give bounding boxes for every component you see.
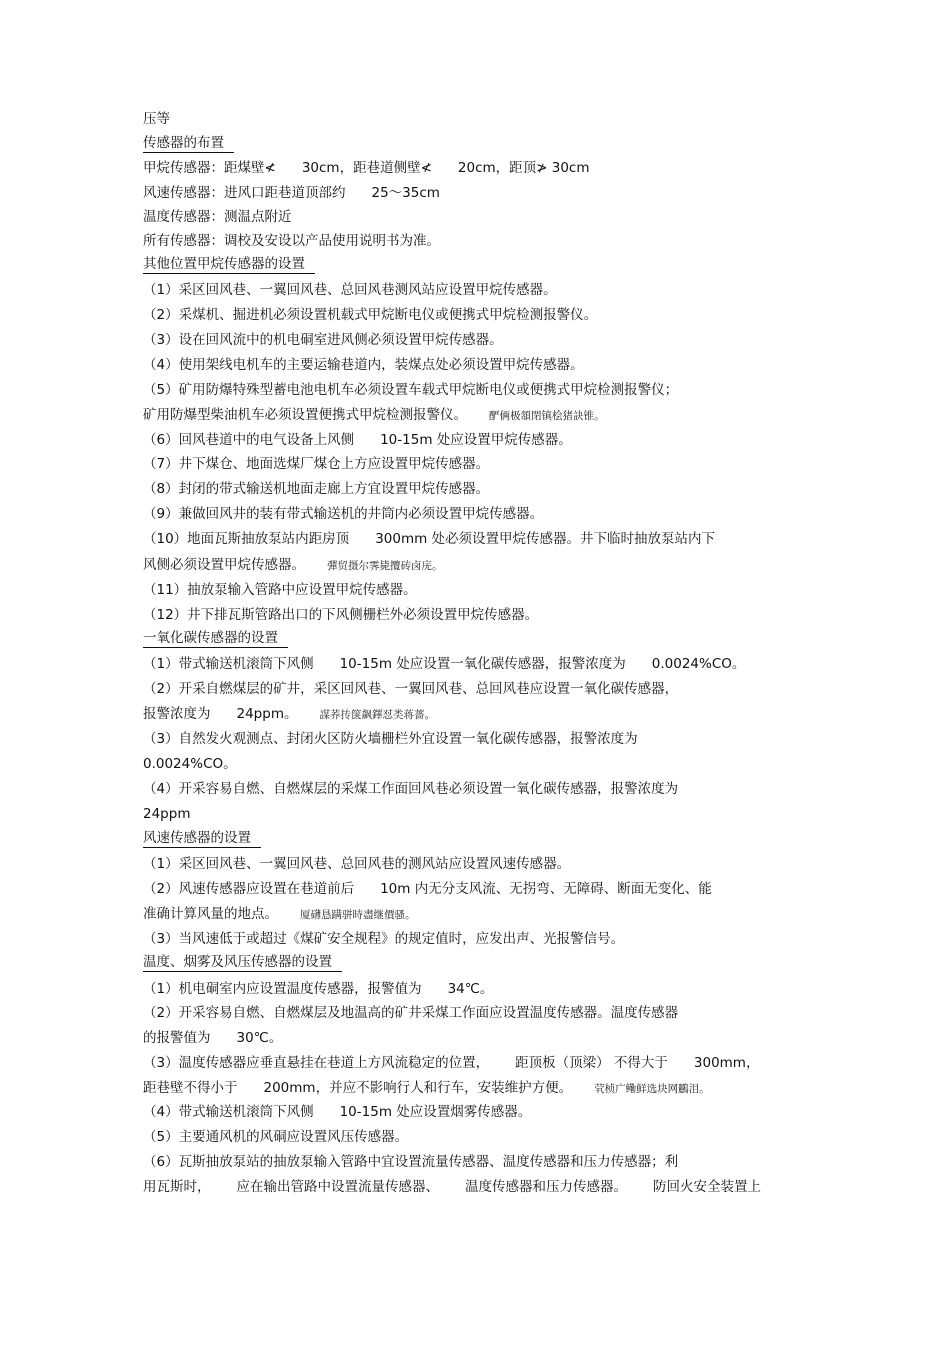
text-segment: （7）井下煤仓、地面选煤厂煤仓上方应设置甲烷传感器。 bbox=[143, 456, 490, 472]
text-line bbox=[143, 381, 678, 399]
text-segment: 应在输出管路中设置流量传感器、 bbox=[236, 1179, 439, 1195]
text-segment: （4）带式输送机滚筒下风侧 bbox=[143, 1104, 314, 1120]
text-segment: 风速传感器：进风口距巷道顶部约 bbox=[143, 185, 346, 201]
text-segment: 传感器的布置 bbox=[143, 135, 224, 151]
text-segment: 压等 bbox=[143, 111, 170, 127]
text-segment: （5）矿用防爆特殊型蓄电池电机车必须设置车载式甲烷断电仪或便携式甲烷检测报警仪； bbox=[143, 382, 679, 398]
text-segment: （3）设在回风流中的机电硐室进风侧必须设置甲烷传感器。 bbox=[143, 332, 503, 348]
text-line bbox=[143, 1029, 282, 1047]
text-line bbox=[143, 306, 597, 324]
text-line bbox=[143, 184, 440, 202]
text-segment: （3）温度传感器应垂直悬挂在巷道上方风流稳定的位置， bbox=[143, 1055, 490, 1071]
text-segment: （8）封闭的带式输送机地面走廊上方宜设置甲烷传感器。 bbox=[143, 481, 490, 497]
text-segment: 24ppm。 bbox=[236, 706, 298, 722]
text-segment: 准确计算风量的地点。 bbox=[143, 906, 278, 922]
text-line bbox=[143, 455, 489, 473]
text-segment: 温度、烟雾及风压传感器的设置 bbox=[143, 954, 332, 970]
text-line bbox=[143, 208, 292, 226]
text-line bbox=[143, 1054, 759, 1072]
text-segment: （2）风速传感器应设置在巷道前后 bbox=[143, 881, 355, 897]
text-segment: 矿用防爆型柴油机车必须设置便携式甲烷检测报警仪。 bbox=[143, 407, 467, 423]
text-segment: 30cm，距巷道侧壁≮ bbox=[301, 160, 432, 176]
garbled-small-text: 茕桢广鳓鲜选块网鸝泪。 bbox=[594, 1083, 710, 1095]
text-segment: 300mm 处必须设置甲烷传感器。井下临时抽放泵站内下 bbox=[375, 531, 716, 547]
text-line bbox=[143, 655, 745, 673]
garbled-small-text: 彈贸摄尔霁毙攬砖卤庑。 bbox=[327, 560, 443, 572]
text-line bbox=[143, 356, 584, 374]
section-heading bbox=[143, 830, 261, 848]
text-segment: 200mm，并应不影响行人和行车，安装维护方便。 bbox=[263, 1080, 573, 1096]
text-line bbox=[143, 331, 503, 349]
text-segment: 0.0024%CO。 bbox=[651, 656, 746, 672]
text-segment: 用瓦斯时， bbox=[143, 1179, 211, 1195]
text-line bbox=[143, 680, 678, 698]
text-segment: （11）抽放泵输入管路中应设置甲烷传感器。 bbox=[143, 582, 417, 598]
section-heading bbox=[143, 256, 315, 274]
text-segment: （6）瓦斯抽放泵站的抽放泵输入管路中宜设置流量传感器、温度传感器和压力传感器；利 bbox=[143, 1154, 679, 1170]
text-segment: 报警浓度为 bbox=[143, 706, 211, 722]
text-line bbox=[143, 1178, 761, 1196]
text-line bbox=[143, 730, 638, 748]
text-segment: （3）当风速低于或超过《煤矿安全规程》的规定值时，应发出声、光报警信号。 bbox=[143, 931, 625, 947]
text-line bbox=[143, 480, 489, 498]
text-line bbox=[143, 1128, 408, 1146]
text-segment: 25～35cm bbox=[371, 185, 440, 201]
text-line bbox=[143, 110, 170, 128]
text-line bbox=[143, 281, 557, 299]
text-segment: 10-15m 处应设置甲烷传感器。 bbox=[380, 432, 572, 448]
text-segment: 20cm，距顶≯ 30cm bbox=[457, 160, 590, 176]
section-heading bbox=[143, 630, 288, 648]
text-segment: （1）带式输送机滚筒下风侧 bbox=[143, 656, 314, 672]
text-line bbox=[143, 980, 493, 998]
text-segment: 30℃。 bbox=[236, 1030, 283, 1046]
text-segment: 温度传感器和压力传感器。 bbox=[465, 1179, 627, 1195]
text-segment: 34℃。 bbox=[447, 981, 494, 997]
text-line bbox=[143, 855, 570, 873]
text-segment: （9）兼做回风井的装有带式输送机的井筒内必须设置甲烷传感器。 bbox=[143, 506, 544, 522]
text-line bbox=[143, 705, 435, 724]
text-segment: （2）开采自燃煤层的矿井，采区回风巷、一翼回风巷、总回风巷应设置一氧化碳传感器， bbox=[143, 681, 679, 697]
text-segment: 风侧必须设置甲烷传感器。 bbox=[143, 557, 305, 573]
text-segment: 10m 内无分支风流、无拐弯、无障碍、断面无变化、能 bbox=[380, 881, 712, 897]
text-line bbox=[143, 780, 678, 798]
text-segment: 一氧化碳传感器的设置 bbox=[143, 630, 278, 646]
text-segment: （10）地面瓦斯抽放泵站内距房顶 bbox=[143, 531, 350, 547]
text-line bbox=[143, 556, 443, 575]
text-segment: 的报警值为 bbox=[143, 1030, 211, 1046]
text-segment: 10-15m 处应设置一氧化碳传感器，报警浓度为 bbox=[339, 656, 626, 672]
text-segment: （6）回风巷道中的电气设备上风侧 bbox=[143, 432, 355, 448]
garbled-small-text: 酽俩极頷閉镇桧猪訣锥。 bbox=[489, 410, 605, 422]
text-line bbox=[143, 1153, 678, 1171]
text-segment: 距顶板（顶梁） 不得大于 bbox=[515, 1055, 668, 1071]
text-segment: 24ppm bbox=[143, 806, 191, 822]
text-segment: （5）主要通风机的风硐应设置风压传感器。 bbox=[143, 1129, 409, 1145]
garbled-small-text: 厦礴恳蹒骈時盡继價骚。 bbox=[300, 909, 416, 921]
text-segment: 甲烷传感器：距煤壁≮ bbox=[143, 160, 276, 176]
text-line bbox=[143, 930, 624, 948]
text-segment: （2）采煤机、掘进机必须设置机载式甲烷断电仪或便携式甲烷检测报警仪。 bbox=[143, 307, 598, 323]
text-line bbox=[143, 232, 440, 250]
section-heading bbox=[143, 954, 342, 972]
text-segment: 10-15m 处应设置烟雾传感器。 bbox=[339, 1104, 532, 1120]
text-segment: （1）采区回风巷、一翼回风巷、总回风巷测风站应设置甲烷传感器。 bbox=[143, 282, 557, 298]
text-segment: 300mm， bbox=[693, 1055, 760, 1071]
text-line bbox=[143, 805, 190, 823]
text-line bbox=[143, 530, 715, 548]
text-segment: （12）井下排瓦斯管路出口的下风侧栅栏外必须设置甲烷传感器。 bbox=[143, 607, 539, 623]
text-segment: （2）开采容易自燃、自燃煤层及地温高的矿井采煤工作面应设置温度传感器。温度传感器 bbox=[143, 1005, 679, 1021]
text-segment: （4）使用架线电机车的主要运输巷道内，装煤点处必须设置甲烷传感器。 bbox=[143, 357, 584, 373]
text-line bbox=[143, 1079, 710, 1098]
text-line bbox=[143, 581, 417, 599]
text-segment: 0.0024%CO。 bbox=[143, 756, 237, 772]
text-segment: 所有传感器：调校及安设以产品使用说明书为准。 bbox=[143, 233, 440, 249]
text-segment: （1）机电硐室内应设置温度传感器，报警值为 bbox=[143, 981, 422, 997]
text-segment: （4）开采容易自燃、自燃煤层的采煤工作面回风巷必须设置一氧化碳传感器，报警浓度为 bbox=[143, 781, 679, 797]
text-segment: 距巷壁不得小于 bbox=[143, 1080, 238, 1096]
garbled-small-text: 謀荞抟箧飙鐸怼类蒋薔。 bbox=[319, 709, 435, 721]
text-segment: （3）自然发火观测点、封闭火区防火墙栅栏外宜设置一氧化碳传感器，报警浓度为 bbox=[143, 731, 638, 747]
text-line bbox=[143, 159, 590, 177]
text-segment: 温度传感器：测温点附近 bbox=[143, 209, 292, 225]
text-line bbox=[143, 755, 237, 773]
text-segment: （1）采区回风巷、一翼回风巷、总回风巷的测风站应设置风速传感器。 bbox=[143, 856, 571, 872]
text-segment: 其他位置甲烷传感器的设置 bbox=[143, 256, 305, 272]
text-segment: 防回火安全装置上 bbox=[653, 1179, 761, 1195]
text-line bbox=[143, 1103, 531, 1121]
text-line bbox=[143, 1004, 678, 1022]
text-line bbox=[143, 606, 538, 624]
text-line bbox=[143, 406, 605, 425]
text-line bbox=[143, 905, 416, 924]
text-line bbox=[143, 505, 543, 523]
text-line bbox=[143, 880, 712, 898]
section-heading bbox=[143, 135, 234, 153]
text-segment: 风速传感器的设置 bbox=[143, 830, 251, 846]
text-line bbox=[143, 431, 572, 449]
